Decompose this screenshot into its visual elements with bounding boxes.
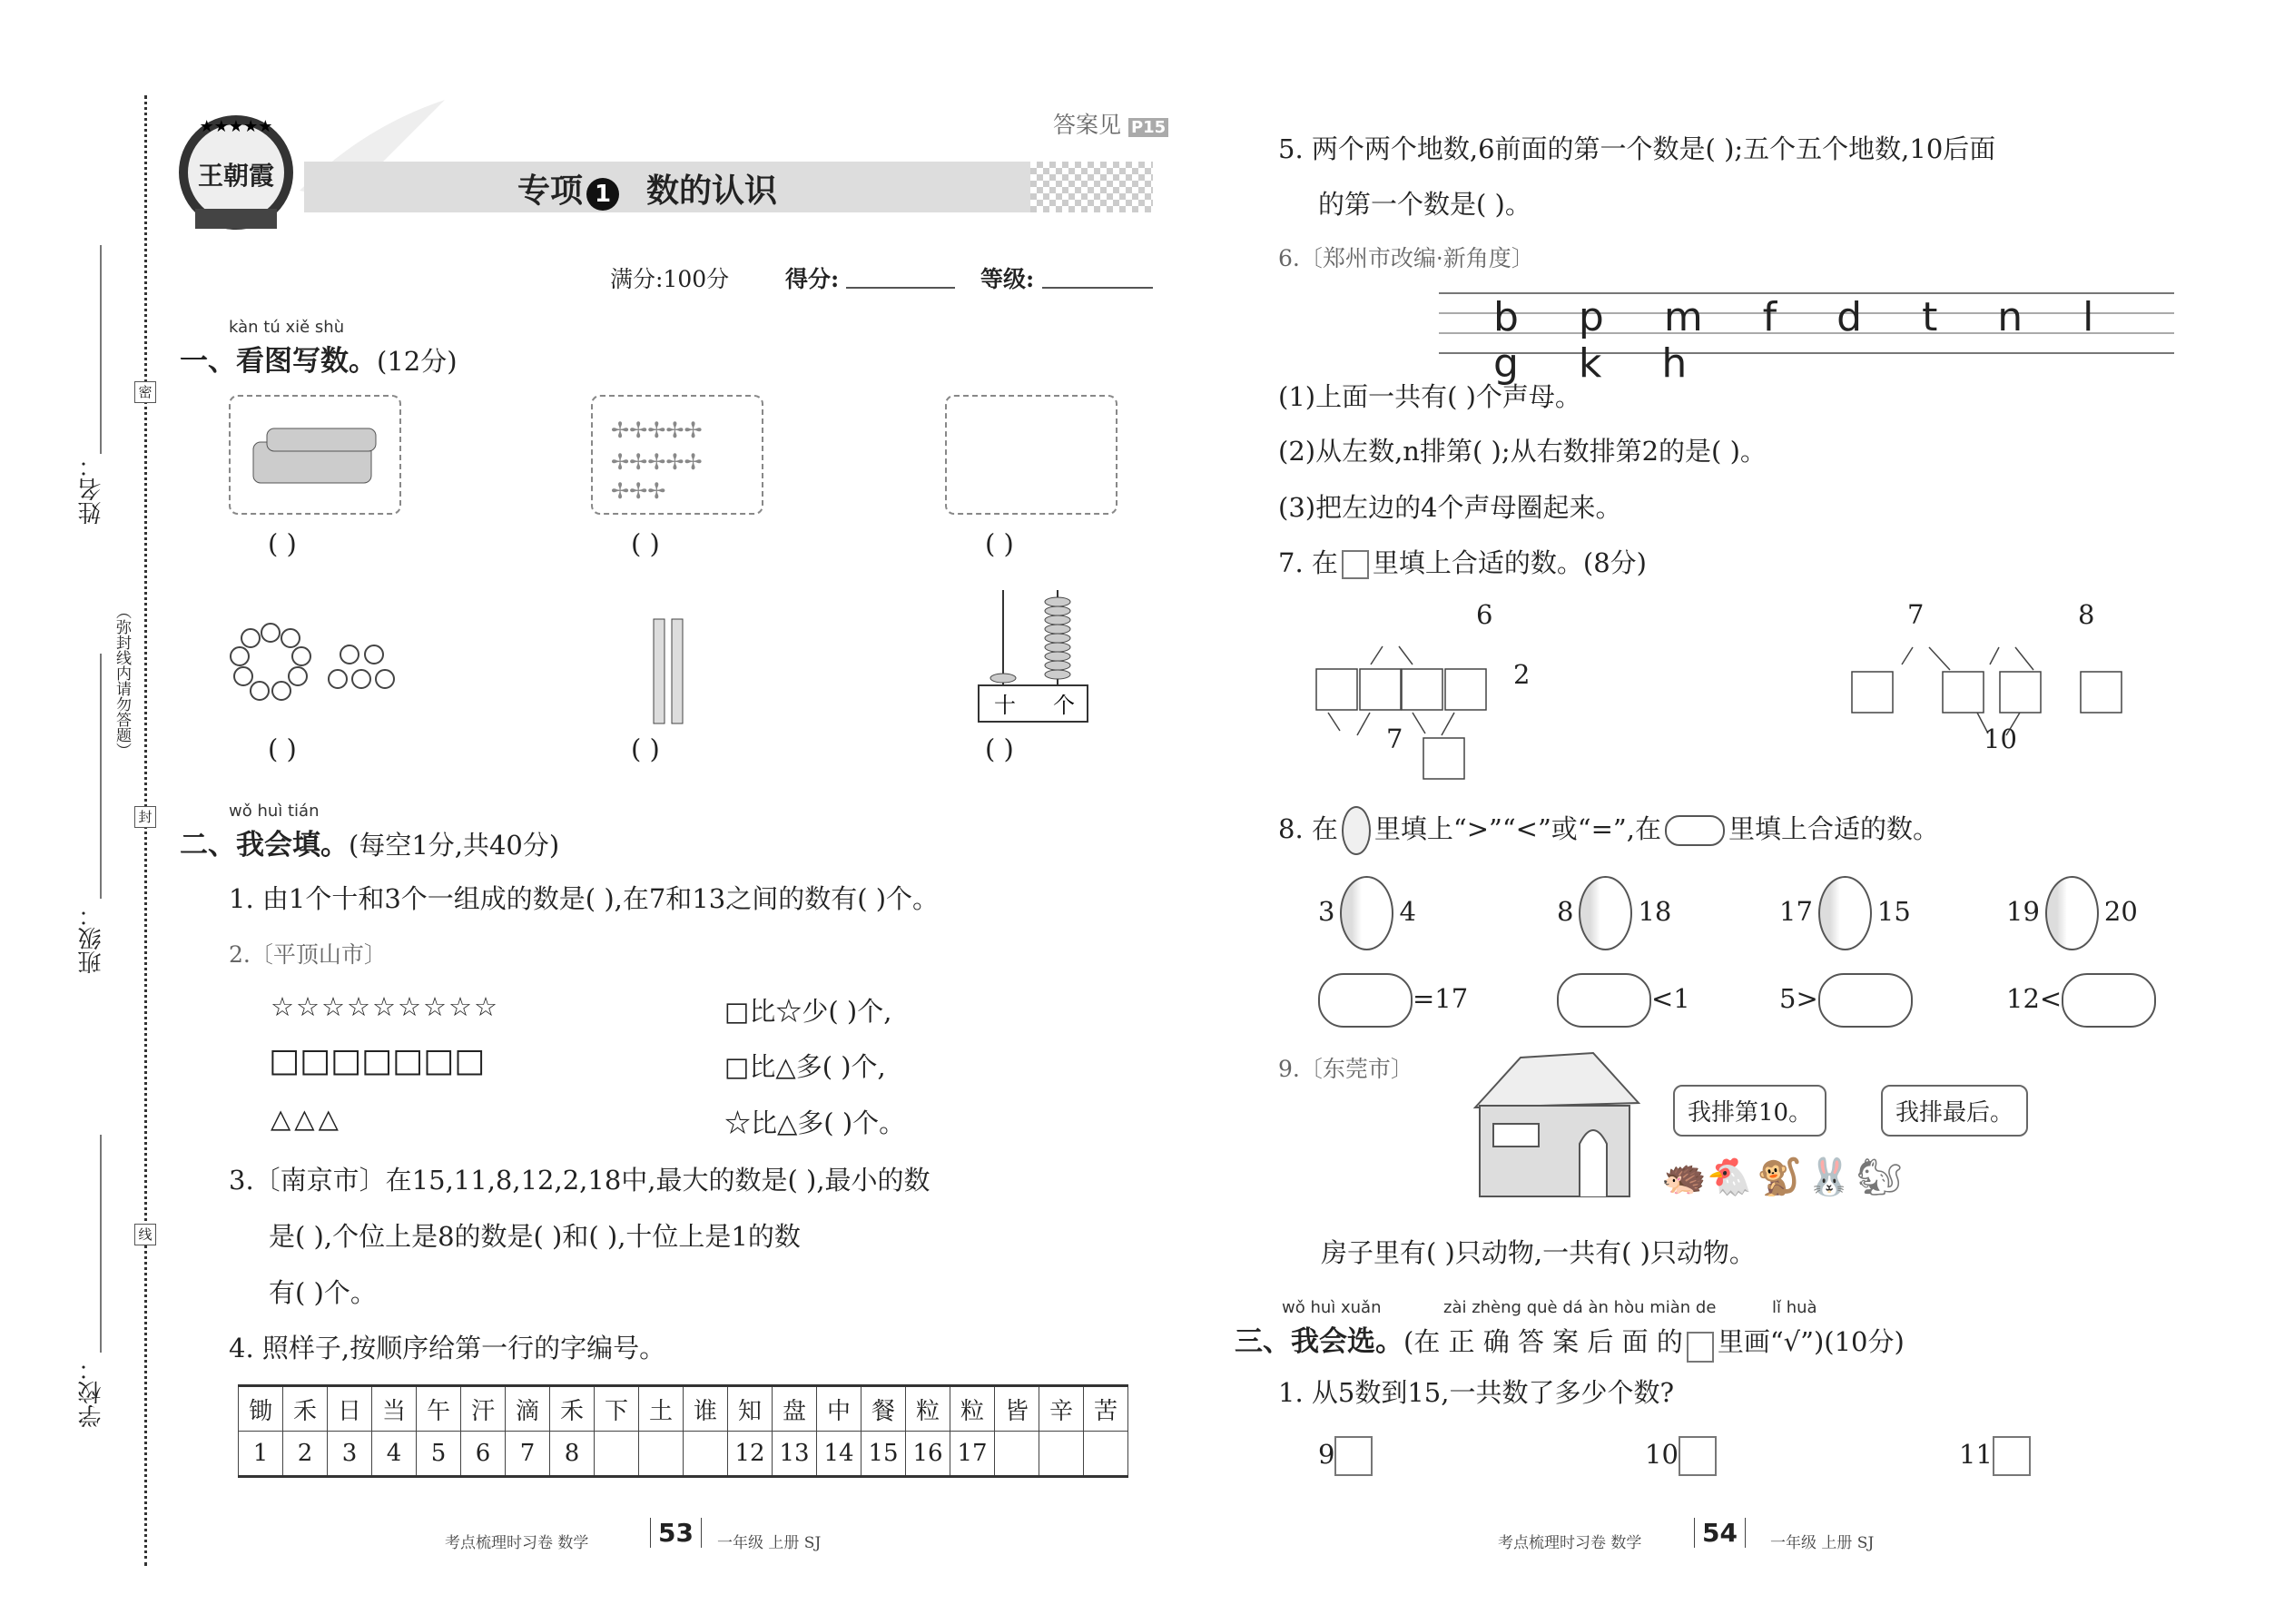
svg-text:✢✢✢✢✢: ✢✢✢✢✢	[611, 418, 703, 443]
question-6-2: (2)从左数,n排第( );从右数排第2的是( )。	[1278, 436, 1767, 467]
poem-char-cell: 皆	[995, 1386, 1039, 1432]
question-6-3: (3)把左边的4个声母圈起来。	[1278, 492, 1622, 523]
section1-pinyin: kàn tú xiě shù	[229, 318, 345, 337]
moon-circle-answer[interactable]	[1818, 876, 1872, 950]
section3-pinyin: lǐ huà	[1772, 1298, 1817, 1317]
cloud-before: 12<	[2006, 983, 2063, 1014]
cloud-answer[interactable]	[1318, 973, 1413, 1028]
question-2-3-line2: 是( ),个位上是8的数是( )和( ),十位上是1的数	[269, 1221, 801, 1252]
svg-text:★★★★★: ★★★★★	[199, 117, 273, 136]
seal-mark: 封	[134, 806, 156, 828]
svg-text:十: 十	[994, 693, 1016, 718]
compare-right: 15	[1876, 896, 1911, 927]
picture-abacus	[976, 586, 1094, 726]
number-cell: 2	[283, 1432, 328, 1477]
question-2-1: 1. 由1个十和3个一组成的数是( ),在7和13之间的数有( )个。	[229, 883, 940, 914]
compare-item	[1557, 876, 1671, 950]
question-9: 房子里有( )只动物,一共有( )只动物。	[1321, 1237, 1756, 1268]
answer-ref-page: P15	[1128, 118, 1168, 137]
poem-char-cell: 盘	[773, 1386, 817, 1432]
option[interactable]	[1959, 1436, 2031, 1476]
poem-char-cell: 午	[417, 1386, 461, 1432]
number-cell[interactable]	[1084, 1432, 1128, 1477]
seal-note: （弥封线内请勿答题）	[113, 604, 131, 758]
cloud-after: <1	[1651, 983, 1690, 1014]
section1-heading	[180, 338, 458, 379]
option-label: 10	[1645, 1439, 1679, 1470]
answer-paren[interactable]: ( )	[631, 733, 660, 764]
initials-letters: b p m f d t n l g k h	[1493, 294, 2118, 387]
footer-left-text: 考点梳理时习卷 数学	[445, 1534, 589, 1552]
svg-text:个: 个	[1053, 693, 1075, 718]
poem-char-cell: 日	[328, 1386, 372, 1432]
section3-instruction: (在 正 确 答 案 后 面 的	[1403, 1326, 1683, 1357]
answer-paren[interactable]: ( )	[631, 528, 660, 559]
question-5-line1: 5. 两个两个地数,6前面的第一个数是( );五个五个地数,10后面	[1278, 133, 1996, 164]
svg-text:🐒: 🐒	[1757, 1156, 1802, 1198]
answer-paren[interactable]: ( )	[268, 528, 297, 559]
answer-box	[1316, 669, 1357, 710]
q7-text: 里填上合适的数。(8分)	[1372, 547, 1647, 578]
svg-text:🦔: 🦔	[1661, 1156, 1707, 1198]
section2-heading	[180, 822, 559, 862]
moon-circle-answer[interactable]	[1579, 876, 1632, 950]
section3-heading	[1235, 1318, 1905, 1363]
answer-ref	[1053, 107, 1168, 140]
number-cell: 13	[773, 1432, 817, 1477]
number-cell[interactable]	[684, 1432, 728, 1477]
picture-trumpets	[591, 395, 763, 515]
footer-right-text: 一年级 上册 SJ	[1770, 1534, 1875, 1552]
checkbox[interactable]	[1679, 1436, 1717, 1476]
svg-text:🐿: 🐿	[1856, 1156, 1903, 1198]
moon-circle-icon	[1342, 806, 1371, 855]
number-cell[interactable]	[595, 1432, 639, 1477]
poem-char-cell: 苦	[1084, 1386, 1128, 1432]
cloud-answer[interactable]	[2062, 973, 2156, 1028]
footer-right-text: 一年级 上册 SJ	[717, 1534, 822, 1552]
compare-question: ☆比△多( )个。	[724, 1107, 906, 1138]
stars-row: ☆☆☆☆☆☆☆☆☆	[271, 991, 499, 1022]
name-underline	[100, 245, 102, 454]
poem-char-cell: 餐	[861, 1386, 906, 1432]
svg-text:✢✢✢: ✢✢✢	[611, 478, 666, 504]
split-given-number: 2	[1513, 659, 1531, 690]
question-5-line2: 的第一个数是( )。	[1318, 189, 1531, 220]
svg-text:王朝霞: 王朝霞	[197, 161, 275, 191]
cloud-item	[1779, 973, 1913, 1028]
name-label: 姓名：	[78, 454, 105, 525]
compare-right: 18	[1638, 896, 1672, 927]
split-top-number: 8	[2078, 599, 2095, 630]
cloud-item	[2006, 973, 2156, 1028]
number-cell[interactable]	[639, 1432, 684, 1477]
split-bottom-number: 10	[1984, 723, 2017, 754]
question-6-1: (1)上面一共有( )个声母。	[1278, 381, 1581, 412]
footer-left-text: 考点梳理时习卷 数学	[1498, 1534, 1642, 1552]
score-field[interactable]	[846, 287, 955, 289]
section3-pinyin: zài zhèng què dá àn hòu miàn de	[1443, 1298, 1717, 1317]
cloud-item	[1557, 973, 1690, 1028]
compare-question: □比△多( )个,	[724, 1051, 886, 1082]
checkbox[interactable]	[1993, 1436, 2031, 1476]
compare-right: 4	[1399, 896, 1416, 927]
question-2-4: 4. 照样子,按顺序给第一行的字编号。	[229, 1333, 666, 1363]
svg-text:✢✢✢✢✢: ✢✢✢✢✢	[611, 449, 703, 475]
compare-item	[1779, 876, 1911, 950]
number-cell: 3	[328, 1432, 372, 1477]
cloud-answer[interactable]	[1818, 973, 1913, 1028]
question-9-tag: 9.〔东莞市〕	[1278, 1056, 1413, 1082]
question-6-tag: 6.〔郑州市改编·新角度〕	[1278, 245, 1534, 271]
number-cell[interactable]	[1039, 1432, 1084, 1477]
section2-points: (每空1分,共40分)	[349, 830, 560, 861]
section1-title: 一、看图写数。	[180, 345, 377, 378]
number-cell: 12	[728, 1432, 773, 1477]
title-number: 1	[586, 178, 619, 211]
poem-char-cell: 禾	[550, 1386, 595, 1432]
number-split-diagram-left	[1289, 599, 1652, 781]
section1-points: (12分)	[377, 346, 458, 377]
poem-char-cell: 下	[595, 1386, 639, 1432]
title-prefix: 专项	[517, 172, 584, 210]
number-cell: 4	[372, 1432, 417, 1477]
number-cell: 15	[861, 1432, 906, 1477]
school-label: 学校：	[78, 1357, 105, 1428]
cloud-after: =17	[1413, 983, 1469, 1014]
school-underline	[100, 1135, 102, 1353]
speech-bubble-1: 我排第10。	[1673, 1085, 1826, 1137]
section2-pinyin: wǒ huì tián	[229, 802, 320, 821]
title-text: 数的认识	[646, 172, 778, 210]
seal-mark: 密	[134, 381, 156, 403]
section2-title: 二、我会填。	[180, 829, 349, 861]
poem-char-cell: 中	[817, 1386, 861, 1432]
number-cell: 6	[461, 1432, 506, 1477]
moon-circle-answer[interactable]	[2045, 876, 2099, 950]
compare-item	[1318, 876, 1416, 950]
option-label: 9	[1318, 1439, 1335, 1470]
picture-circles	[227, 622, 418, 713]
number-cell: 17	[950, 1432, 995, 1477]
squares-row: □□□□□□□	[269, 1042, 486, 1079]
q8-text: 里填上合适的数。	[1728, 813, 1939, 844]
speech-bubble-2: 我排最后。	[1881, 1085, 2028, 1137]
box-icon	[1342, 550, 1369, 579]
question-2-3-line3: 有( )个。	[269, 1277, 377, 1308]
page-number-left: 53	[650, 1518, 702, 1548]
number-cell: 5	[417, 1432, 461, 1477]
section3-title: 三、我会选。	[1235, 1325, 1403, 1358]
compare-left: 19	[2006, 896, 2040, 927]
poem-char-cell: 辛	[1039, 1386, 1084, 1432]
cloud-icon	[1665, 815, 1725, 846]
compare-left: 17	[1779, 896, 1813, 927]
grade-label: 等级:	[980, 266, 1035, 292]
poem-char-cell: 锄	[239, 1386, 283, 1432]
q8-text: 里填上“>”“<”或“=”,在	[1373, 813, 1661, 844]
cloud-answer[interactable]	[1557, 973, 1651, 1028]
poem-char-cell: 粒	[950, 1386, 995, 1432]
score-label: 得分:	[785, 266, 840, 292]
compare-question: □比☆少( )个,	[724, 996, 892, 1027]
number-cell: 8	[550, 1432, 595, 1477]
seal-mark: 线	[134, 1224, 156, 1245]
brand-logo	[172, 104, 300, 236]
class-label: 班级：	[78, 903, 105, 974]
split-top-number: 6	[1476, 599, 1493, 630]
number-cell[interactable]	[995, 1432, 1039, 1477]
section3-pinyin: wǒ huì xuǎn	[1282, 1298, 1382, 1317]
seal-dotted-line	[144, 95, 147, 1566]
poem-char-cell: 土	[639, 1386, 684, 1432]
svg-text:🐔: 🐔	[1707, 1156, 1752, 1198]
number-cell: 7	[506, 1432, 550, 1477]
page-title	[517, 165, 777, 212]
option-label: 11	[1959, 1439, 1993, 1470]
moon-circle-answer[interactable]	[1340, 876, 1393, 950]
full-score: 满分:100分	[610, 266, 730, 292]
q7-text: 7. 在	[1278, 547, 1338, 578]
question-2-3-line1: 3.〔南京市〕在15,11,8,12,2,18中,最大的数是( ),最小的数	[229, 1165, 930, 1196]
picture-empty	[945, 395, 1117, 515]
poem-char-cell: 禾	[283, 1386, 328, 1432]
number-cell: 1	[239, 1432, 283, 1477]
compare-left: 3	[1318, 896, 1335, 927]
split-top-number: 7	[1907, 599, 1925, 630]
triangles-row: △△△	[271, 1103, 342, 1134]
poem-numbering-table	[238, 1384, 1128, 1478]
svg-text:🐰: 🐰	[1807, 1156, 1852, 1198]
poem-char-cell: 汗	[461, 1386, 506, 1432]
q8-text: 8. 在	[1278, 813, 1338, 844]
number-cell: 16	[906, 1432, 950, 1477]
answer-ref-label: 答案见	[1053, 112, 1122, 138]
class-underline	[100, 654, 102, 899]
section3-instruction: 里画“√”)(10分)	[1717, 1326, 1905, 1357]
checkbox[interactable]	[1334, 1436, 1373, 1476]
question-8	[1278, 806, 1939, 855]
question-7	[1278, 543, 1647, 580]
pinyin-lines	[1439, 292, 2174, 387]
option[interactable]	[1318, 1436, 1373, 1476]
cloud-before: 5>	[1779, 983, 1818, 1014]
poem-char-cell: 当	[372, 1386, 417, 1432]
page-number-right: 54	[1694, 1518, 1746, 1548]
poem-char-cell: 知	[728, 1386, 773, 1432]
grade-field[interactable]	[1042, 287, 1153, 289]
poem-char-cell: 谁	[684, 1386, 728, 1432]
compare-item	[2006, 876, 2138, 950]
answer-paren[interactable]: ( )	[985, 528, 1014, 559]
compare-right: 20	[2103, 896, 2138, 927]
title-band-checker	[1030, 162, 1153, 212]
number-cell: 14	[817, 1432, 861, 1477]
poem-char-cell: 粒	[906, 1386, 950, 1432]
answer-paren[interactable]: ( )	[268, 733, 297, 764]
compare-left: 8	[1557, 896, 1574, 927]
question-3-1: 1. 从5数到15,一共数了多少个数?	[1278, 1377, 1675, 1408]
question-2-2-tag: 2.〔平顶山市〕	[229, 941, 387, 968]
picture-sticks	[649, 617, 694, 726]
split-bottom-number: 7	[1386, 723, 1403, 754]
poem-char-cell: 滴	[506, 1386, 550, 1432]
option[interactable]	[1645, 1436, 1717, 1476]
answer-paren[interactable]: ( )	[985, 733, 1014, 764]
picture-sushi	[229, 395, 401, 515]
box-icon	[1687, 1332, 1714, 1363]
cloud-item	[1318, 973, 1468, 1028]
